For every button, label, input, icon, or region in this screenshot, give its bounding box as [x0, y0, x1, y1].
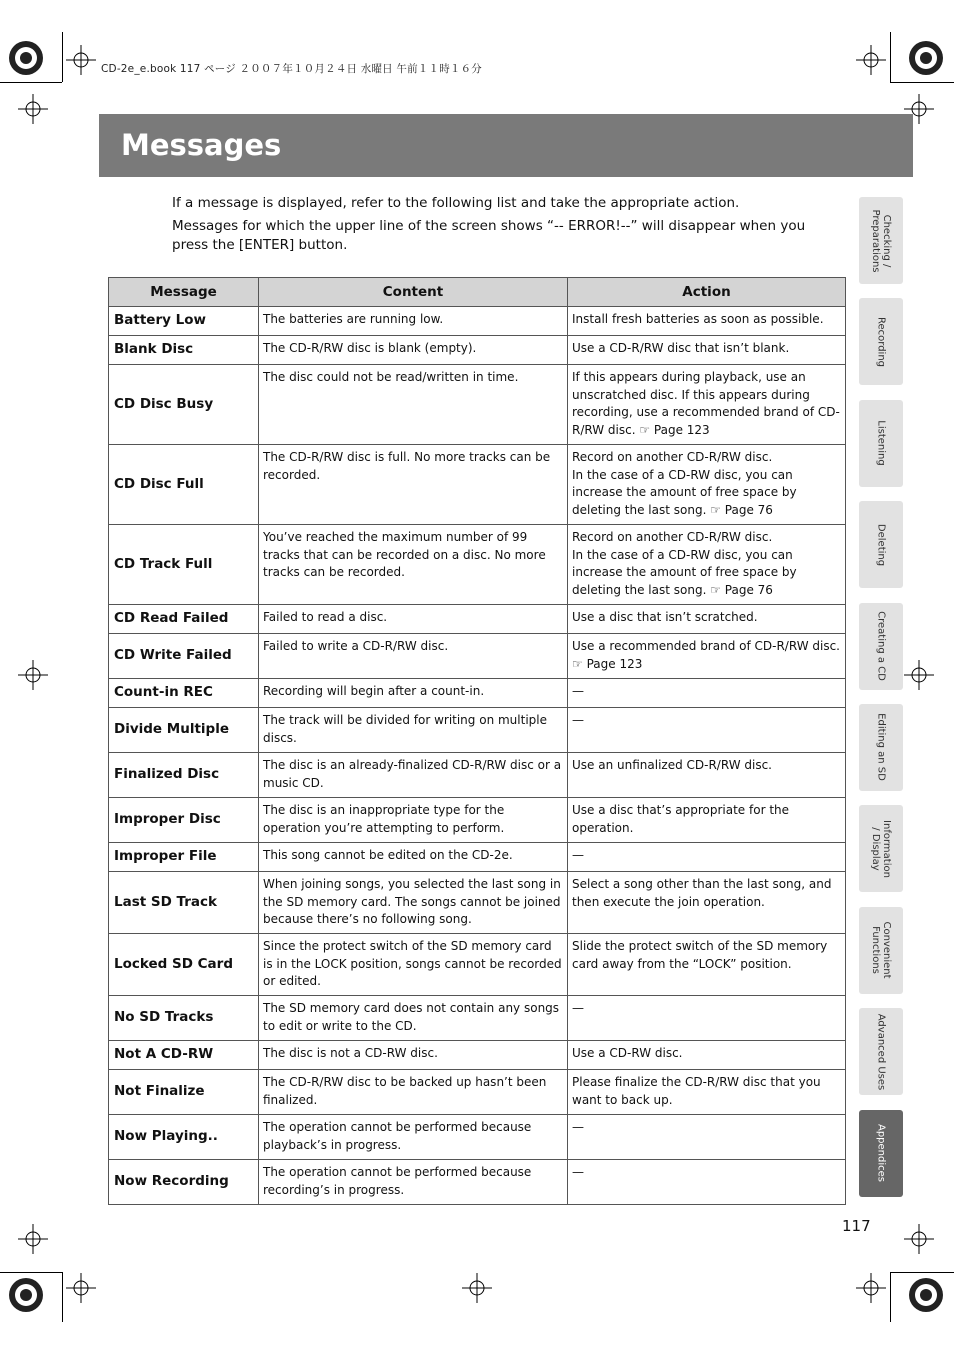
content-cell: The disc is an already-finalized CD-R/RW disc or a music CD.: [259, 753, 568, 798]
message-cell: Locked SD Card: [109, 934, 259, 996]
table-row: [109, 996, 846, 1041]
message-cell: Now Recording: [109, 1160, 259, 1205]
table-row: [109, 1041, 846, 1070]
page-title: Messages: [121, 128, 282, 162]
message-cell: Count-in REC: [109, 679, 259, 708]
action-cell: Use a CD-RW disc.: [568, 1041, 846, 1070]
content-cell: The disc could not be read/written in time.: [259, 365, 568, 445]
message-cell: Divide Multiple: [109, 708, 259, 753]
crop-line: [0, 82, 62, 83]
message-cell: Not A CD-RW: [109, 1041, 259, 1070]
crop-line: [890, 1272, 891, 1322]
message-cell: CD Disc Busy: [109, 365, 259, 445]
section-tab[interactable]: [859, 298, 903, 385]
content-cell: The CD-R/RW disc to be backed up hasn’t been finalized.: [259, 1070, 568, 1115]
section-tab-label: Information / Display: [870, 819, 892, 878]
crosshair-icon: [904, 1224, 934, 1254]
table-row: [109, 1115, 846, 1160]
message-cell: Improper Disc: [109, 798, 259, 843]
message-cell: Battery Low: [109, 307, 259, 336]
message-cell: Last SD Track: [109, 872, 259, 934]
page-number: 117: [842, 1217, 871, 1235]
table-row: [109, 525, 846, 605]
content-cell: The operation cannot be performed because playback’s in progress.: [259, 1115, 568, 1160]
content-cell: The track will be divided for writing on multiple discs.: [259, 708, 568, 753]
message-cell: CD Disc Full: [109, 445, 259, 525]
intro-paragraph: Messages for which the upper line of the screen shows “-- ERROR!--” will disappear when you press the [ENTER] button.: [172, 218, 806, 253]
crop-line: [62, 32, 63, 82]
table-row: [109, 634, 846, 679]
action-cell: —: [568, 843, 846, 872]
crosshair-icon: [66, 1273, 96, 1303]
action-cell: Slide the protect switch of the SD memory card away from the “LOCK” position.: [568, 934, 846, 996]
table-row: [109, 336, 846, 365]
message-cell: CD Read Failed: [109, 605, 259, 634]
section-tab-label: Checking / Preparations: [870, 209, 892, 272]
message-cell: CD Track Full: [109, 525, 259, 605]
section-tab[interactable]: [859, 704, 903, 791]
table-row: [109, 934, 846, 996]
table-row: [109, 365, 846, 445]
message-cell: Now Playing..: [109, 1115, 259, 1160]
section-tab[interactable]: [859, 805, 903, 892]
action-cell: —: [568, 1160, 846, 1205]
section-tab-label: Deleting: [875, 523, 887, 566]
action-cell: Use a recommended brand of CD-R/RW disc. ☞ Page 123: [568, 634, 846, 679]
action-cell: Select a song other than the last song, and then execute the join operation.: [568, 872, 846, 934]
column-header-action: Action: [568, 278, 846, 307]
crop-line: [0, 1272, 62, 1273]
registration-mark-icon: [906, 1275, 946, 1315]
content-cell: The operation cannot be performed because recording’s in progress.: [259, 1160, 568, 1205]
table-row: [109, 307, 846, 336]
table-row: [109, 872, 846, 934]
section-tab[interactable]: [859, 907, 903, 994]
content-cell: The disc is not a CD-RW disc.: [259, 1041, 568, 1070]
section-tab[interactable]: [859, 400, 903, 487]
content-cell: Failed to read a disc.: [259, 605, 568, 634]
content-cell: The disc is an inappropriate type for the operation you’re attempting to perform.: [259, 798, 568, 843]
message-cell: CD Write Failed: [109, 634, 259, 679]
section-tabs: [859, 197, 903, 1211]
content-cell: The CD-R/RW disc is full. No more tracks can be recorded.: [259, 445, 568, 525]
table-row: [109, 679, 846, 708]
section-tab[interactable]: [859, 1008, 903, 1095]
crosshair-icon: [904, 660, 934, 690]
crosshair-icon: [856, 45, 886, 75]
registration-mark-icon: [6, 38, 46, 78]
action-cell: —: [568, 1115, 846, 1160]
action-cell: —: [568, 679, 846, 708]
crop-line: [890, 32, 891, 82]
content-cell: Failed to write a CD-R/RW disc.: [259, 634, 568, 679]
action-cell: —: [568, 996, 846, 1041]
section-tab[interactable]: [859, 501, 903, 588]
table-row: [109, 1070, 846, 1115]
crosshair-icon: [66, 45, 96, 75]
crop-line: [890, 1272, 954, 1273]
message-cell: No SD Tracks: [109, 996, 259, 1041]
content-cell: The SD memory card does not contain any songs to edit or write to the CD.: [259, 996, 568, 1041]
crosshair-icon: [462, 1273, 492, 1303]
table-row: [109, 445, 846, 525]
action-cell: Use a disc that isn’t scratched.: [568, 605, 846, 634]
registration-mark-icon: [6, 1275, 46, 1315]
registration-mark-icon: [906, 38, 946, 78]
action-cell: Use a CD-R/RW disc that isn’t blank.: [568, 336, 846, 365]
action-cell: Please finalize the CD-R/RW disc that you want to back up.: [568, 1070, 846, 1115]
action-cell: Record on another CD-R/RW disc. In the case of a CD-RW disc, you can increase the amount of free space by deleting the last song. ☞ Page 76: [568, 445, 846, 525]
message-cell: Blank Disc: [109, 336, 259, 365]
crosshair-icon: [18, 94, 48, 124]
content-cell: The batteries are running low.: [259, 307, 568, 336]
section-tab-label: Listening: [875, 420, 887, 466]
message-cell: Improper File: [109, 843, 259, 872]
section-tab-label: Appendices: [875, 1124, 887, 1183]
table-row: [109, 1160, 846, 1205]
crosshair-icon: [856, 1273, 886, 1303]
table-row: [109, 605, 846, 634]
crosshair-icon: [18, 1224, 48, 1254]
table-row: [109, 708, 846, 753]
message-cell: Finalized Disc: [109, 753, 259, 798]
section-tab[interactable]: [859, 603, 903, 690]
action-cell: Use a disc that’s appropriate for the operation.: [568, 798, 846, 843]
action-cell: Install fresh batteries as soon as possible.: [568, 307, 846, 336]
action-cell: Use an unfinalized CD-R/RW disc.: [568, 753, 846, 798]
content-cell: Since the protect switch of the SD memory card is in the LOCK position, songs cannot be recorded or edited.: [259, 934, 568, 996]
message-cell: Not Finalize: [109, 1070, 259, 1115]
section-tab[interactable]: [859, 197, 903, 284]
content-cell: This song cannot be edited on the CD-2e.: [259, 843, 568, 872]
content-cell: When joining songs, you selected the last song in the SD memory card. The songs cannot be joined because there’s no following song.: [259, 872, 568, 934]
section-tab-label: Convenient Functions: [870, 921, 892, 979]
section-tab-label: Advanced Uses: [875, 1013, 887, 1090]
column-header-message: Message: [109, 278, 259, 307]
table-row: [109, 843, 846, 872]
intro-text: [172, 194, 812, 259]
section-tab-label: Editing an SD: [875, 713, 887, 782]
crop-line: [62, 1272, 63, 1322]
messages-table: [108, 277, 846, 1205]
table-row: [109, 753, 846, 798]
title-banner: [99, 114, 913, 177]
content-cell: Recording will begin after a count-in.: [259, 679, 568, 708]
print-header: CD-2e_e.book 117 ページ ２００７年１０月２４日 水曜日 午前１１時１６分: [101, 63, 483, 75]
table-header-row: [109, 278, 846, 307]
section-tab-label: Recording: [875, 316, 887, 367]
intro-paragraph: If a message is displayed, refer to the following list and take the appropriate action.: [172, 195, 740, 211]
action-cell: —: [568, 708, 846, 753]
content-cell: The CD-R/RW disc is blank (empty).: [259, 336, 568, 365]
content-cell: You’ve reached the maximum number of 99 tracks that can be recorded on a disc. No more tracks can be recorded.: [259, 525, 568, 605]
action-cell: Record on another CD-R/RW disc. In the case of a CD-RW disc, you can increase the amount of free space by deleting the last song. ☞ Page 76: [568, 525, 846, 605]
column-header-content: Content: [259, 278, 568, 307]
crop-line: [890, 82, 954, 83]
table-row: [109, 798, 846, 843]
section-tab-label: Creating a CD: [875, 611, 887, 681]
crosshair-icon: [18, 660, 48, 690]
section-tab[interactable]: [859, 1110, 903, 1197]
action-cell: If this appears during playback, use an unscratched disc. If this appears during recording, use a recommended brand of CD-R/RW disc. ☞ Page 123: [568, 365, 846, 445]
